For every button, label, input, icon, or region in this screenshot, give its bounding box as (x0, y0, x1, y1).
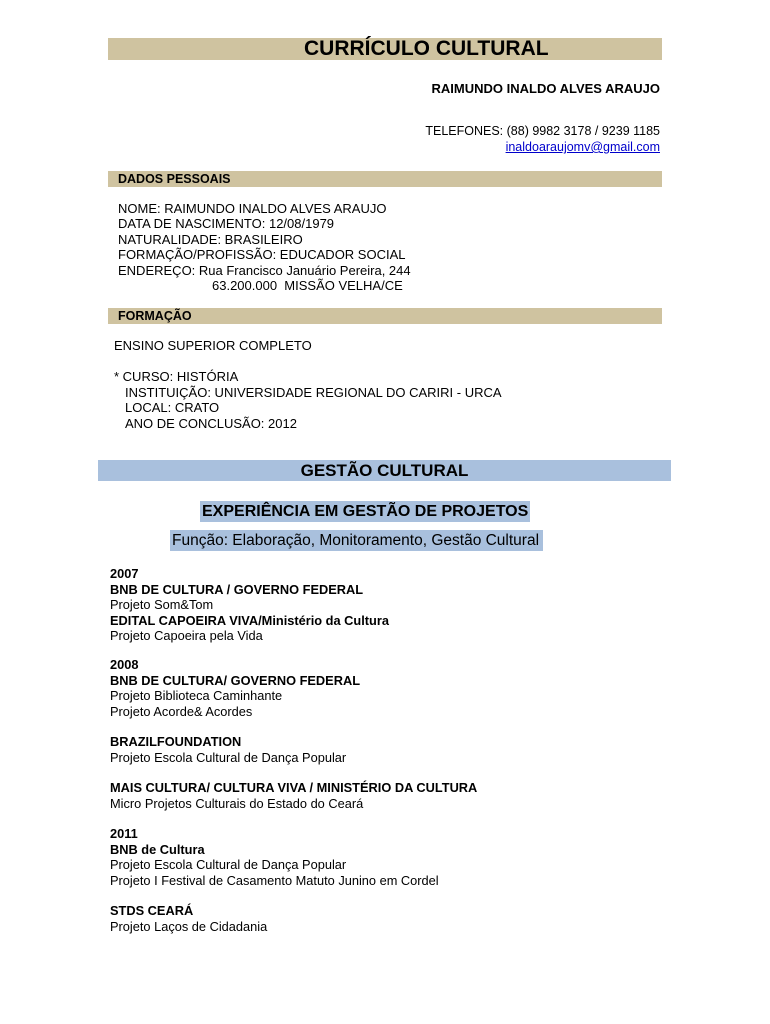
entry-organization: MAIS CULTURA/ CULTURA VIVA / MINISTÉRIO DA CULTURA (110, 780, 478, 795)
nationality-line: NATURALIDADE: BRASILEIRO (118, 231, 303, 247)
course-line: * CURSO: HISTÓRIA (114, 369, 239, 384)
section-heading-formacao: FORMAÇÃO (118, 309, 192, 323)
entry-year: 2007 (110, 566, 139, 581)
page-title: CURRÍCULO CULTURAL (304, 37, 549, 60)
institution-line: INSTITUIÇÃO: UNIVERSIDADE REGIONAL DO CARIRI - URCA (125, 384, 502, 400)
profession-line: FORMAÇÃO/PROFISSÃO: EDUCADOR SOCIAL (118, 247, 406, 263)
experience-entry (110, 734, 346, 765)
entry-project: Projeto I Festival de Casamento Matuto Junino em Cordel (110, 872, 439, 888)
title-bar (108, 38, 662, 60)
entry-organization: BNB DE CULTURA/ GOVERNO FEDERAL (110, 672, 361, 688)
entry-year: 2011 (110, 826, 138, 841)
address-line: ENDEREÇO: Rua Francisco Januário Pereira, 244 (118, 262, 411, 278)
experience-entry (110, 780, 477, 811)
entry-project: Projeto Som&Tom (110, 597, 214, 612)
entry-project: Micro Projetos Culturais do Estado do Ceará (110, 795, 364, 811)
entry-project: Projeto Acorde& Acordes (110, 703, 253, 719)
email-link[interactable]: inaldoaraujomv@gmail.com (505, 140, 660, 154)
personal-name-line: NOME: RAIMUNDO INALDO ALVES ARAUJO (118, 201, 387, 216)
birth-date-line: DATA DE NASCIMENTO: 12/08/1979 (118, 216, 335, 232)
experience-entry (110, 826, 439, 888)
experience-subheading: EXPERIÊNCIA EM GESTÃO DE PROJETOS (202, 503, 529, 520)
person-name: RAIMUNDO INALDO ALVES ARAUJO (431, 81, 660, 96)
entry-organization: BNB de Cultura (110, 841, 205, 857)
entry-organization: BNB DE CULTURA / GOVERNO FEDERAL (110, 581, 364, 597)
education-level: ENSINO SUPERIOR COMPLETO (114, 338, 312, 353)
experience-entry (110, 903, 267, 934)
entry-project: Projeto Escola Cultural de Dança Popular (110, 749, 347, 765)
entry-organization: BRAZILFOUNDATION (110, 734, 242, 749)
function-line: Função: Elaboração, Monitoramento, Gestão Cultural (170, 530, 543, 551)
conclusion-year-line: ANO DE CONCLUSÃO: 2012 (125, 415, 297, 431)
entry-project: Projeto Laços de Cidadania (110, 918, 268, 934)
phone-numbers: TELEFONES: (88) 9982 3178 / 9239 1185 (425, 124, 660, 138)
entry-year: 2008 (110, 657, 139, 672)
address-zip-line: 63.200.000 MISSÃO VELHA/CE (212, 278, 403, 293)
entry-project: Projeto Capoeira pela Vida (110, 628, 263, 643)
experience-entry (110, 657, 360, 719)
experience-entry (110, 566, 389, 644)
section-bar-dados-pessoais (108, 171, 662, 187)
entry-organization: STDS CEARÁ (110, 903, 194, 918)
gestao-cultural-heading: GESTÃO CULTURAL (98, 460, 671, 481)
entry-project: Projeto Escola Cultural de Dança Popular (110, 857, 347, 872)
section-bar-formacao (108, 308, 662, 324)
location-line: LOCAL: CRATO (125, 400, 220, 415)
entry-project: Projeto Biblioteca Caminhante (110, 688, 283, 703)
section-heading-dados-pessoais: DADOS PESSOAIS (118, 172, 231, 186)
entry-organization: EDITAL CAPOEIRA VIVA/Ministério da Cultura (110, 612, 389, 628)
